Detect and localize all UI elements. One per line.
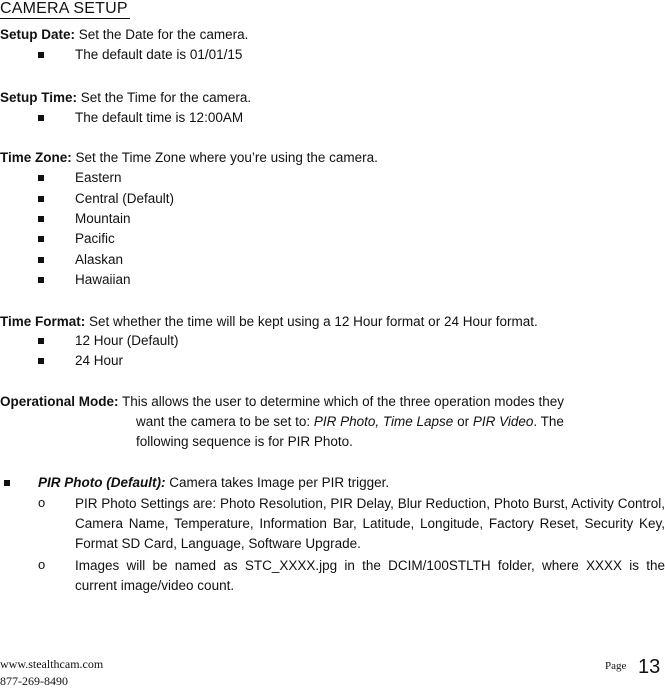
footer-phone: 877-269-8490 [0,674,68,688]
square-bullet-icon [38,216,44,222]
square-bullet-icon [38,115,44,121]
setup-date-text: Set the Date for the camera. [75,27,249,42]
operational-mode-line-1: This allows the user to determine which of the three operation modes they [118,394,565,409]
page-number: 13 [638,656,661,678]
operational-mode-paragraph [0,393,564,411]
list-item: Mountain [75,211,131,226]
pir-photo-paragraph [38,474,389,492]
operational-mode-text: want the camera to be set to: [136,414,314,429]
square-bullet-icon [38,236,44,242]
square-bullet-icon [4,480,10,486]
pir-photo-text: Camera takes Image per PIR trigger. [165,475,390,490]
time-format-label: Time Format: [0,314,86,329]
operational-mode-label: Operational Mode: [0,394,119,409]
page-label: Page [605,660,627,672]
image-naming-item: Images will be named as STC_XXXX.jpg in the DCIM/100STLTH folder, where XXXX is the current image/video count. [75,558,665,593]
mode-names: PIR Photo, Time Lapse [313,414,454,429]
time-format-paragraph [0,313,538,331]
circle-bullet-icon: o [38,557,46,572]
list-item: Alaskan [75,252,124,267]
operational-mode-text: or [453,414,473,429]
pir-photo-label: PIR Photo (Default): [38,475,166,490]
square-bullet-icon [38,277,44,283]
list-item: 24 Hour [75,353,124,368]
setup-date-paragraph [0,26,248,44]
list-item: The default date is 01/01/15 [75,47,243,62]
square-bullet-icon [38,338,44,344]
time-format-text: Set whether the time will be kept using a 12 Hour format or 24 Hour format. [85,314,538,329]
pir-photo-settings-item: PIR Photo Settings are: Photo Resolution, PIR Delay, Blur Reduction, Photo Burst, Activity Control, Camera Name, Temperature, Information Bar, Latitude, Longitude, Factory Reset, Security Key, Format SD Card, Language, Software Upgrade. [75,496,665,551]
list-item: The default time is 12:00AM [75,110,244,125]
circle-bullet-icon: o [38,495,46,510]
page-title: CAMERA SETUP [0,0,128,17]
setup-date-label: Setup Date: [0,27,76,42]
square-bullet-icon [38,52,44,58]
list-item: Pacific [75,231,115,246]
setup-time-label: Setup Time: [0,90,78,105]
operational-mode-line-3: following sequence is for PIR Photo. [136,434,353,449]
mode-name: PIR Video [472,414,534,429]
time-zone-text: Set the Time Zone where you’re using the camera. [71,150,378,165]
operational-mode-text: . The [533,414,564,429]
list-item: Central (Default) [75,191,175,206]
time-zone-paragraph [0,149,378,167]
list-item: Hawaiian [75,272,131,287]
operational-mode-line-2 [136,413,564,431]
time-zone-label: Time Zone: [0,150,72,165]
setup-time-paragraph [0,89,251,107]
setup-time-text: Set the Time for the camera. [77,90,252,105]
footer-website: www.stealthcam.com [0,657,104,671]
square-bullet-icon [38,175,44,181]
square-bullet-icon [38,358,44,364]
list-item: Eastern [75,170,122,185]
list-item: 12 Hour (Default) [75,333,179,348]
square-bullet-icon [38,257,44,263]
square-bullet-icon [38,196,44,202]
